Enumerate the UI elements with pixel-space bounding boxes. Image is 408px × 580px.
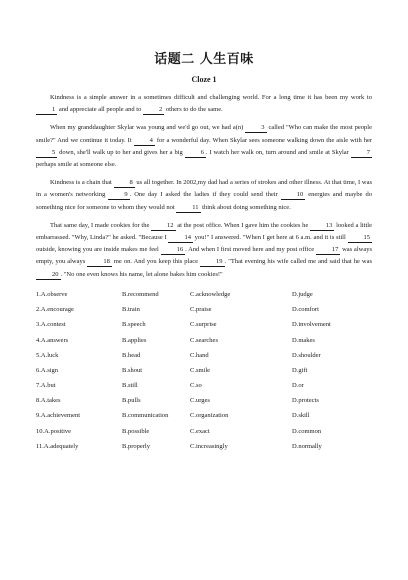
option-choice: C.exact (190, 427, 210, 435)
blank-number: 11 (176, 203, 200, 213)
blank-number: 10 (281, 190, 306, 200)
option-choice: D.protects (292, 397, 319, 405)
passage-text: at the post office. When I gave him the cookies he (175, 221, 310, 229)
option-choice: 8.A.takes (36, 397, 61, 405)
passage-text: . "No one even knows his name, let alone bakes him cookies!" (60, 270, 223, 278)
option-choice: 3.A.contest (36, 321, 66, 329)
option-choice: 11.A.adequately (36, 442, 79, 450)
option-choice: 10.A.positive (36, 427, 72, 435)
blank-number: 7 (351, 148, 372, 158)
option-choice: 1.A.observe (36, 290, 68, 298)
option-choice: B.recommend (122, 290, 159, 298)
passage-text: Kindness is a simple answer in a sometimes difficult and challenging world. For a long time it has been my work to (50, 94, 372, 101)
passage-text: . One day I asked the ladies if they could send their (129, 191, 281, 199)
option-choice: B.shout (122, 366, 143, 374)
passage-paragraph (36, 177, 372, 214)
passage-paragraph (36, 92, 372, 116)
passage-text: you!" I answered. "When I get here at 6 a.m. and it is still (192, 234, 348, 242)
blank-number: 4 (134, 136, 155, 146)
blank-number: 17 (316, 245, 341, 255)
passage-text: Kindness is a chain that (50, 179, 114, 187)
blank-number: 14 (168, 233, 193, 243)
passage-text: energies and maybe do something nice for someone to whom they would not (36, 191, 372, 211)
option-choice: D.judge (292, 290, 313, 298)
passage-text: called "Who can make the most people smile?" And we continue it today. It (36, 124, 372, 144)
answer-options (36, 287, 372, 454)
option-choice: 9.A.achievement (36, 412, 81, 420)
section-subtitle: Cloze 1 (191, 75, 217, 84)
option-choice: B.train (122, 306, 140, 314)
option-row (36, 439, 372, 454)
blank-number: 3 (245, 123, 266, 133)
blank-number: 2 (143, 105, 164, 115)
option-row (36, 332, 372, 347)
option-choice: 7.A.but (36, 382, 56, 390)
option-choice: B.possible (122, 427, 150, 435)
option-row (36, 317, 372, 332)
blank-number: 18 (87, 257, 112, 267)
blank-number: 19 (200, 257, 225, 267)
option-row (36, 424, 372, 439)
passage-text: When my granddaughter Skylar was young and we'd go out, we had a(n) (50, 124, 246, 132)
passage-text: . And when I first moved here and my post office (185, 246, 316, 254)
option-choice: 5.A.luck (36, 351, 59, 359)
option-choice: B.properly (122, 442, 150, 450)
option-choice: D.shoulder (292, 351, 321, 359)
option-choice: C.increasingly (190, 442, 228, 450)
passage-text: outside, knowing you are inside makes me feel (36, 246, 161, 254)
option-row (36, 348, 372, 363)
cloze-passage (36, 92, 372, 281)
option-choice: D.gift (292, 366, 308, 374)
passage-text: me on. And you keep this place (111, 258, 201, 266)
passage-text: That same day, I made cookies for the (50, 221, 152, 229)
option-choice: D.normally (292, 442, 322, 450)
option-choice: C.smile (190, 366, 211, 374)
option-choice: D.involvement (292, 321, 331, 329)
blank-number: 15 (348, 233, 373, 243)
option-choice: B.still (122, 382, 138, 390)
page-title: 话题二 人生百味 (154, 52, 254, 67)
option-choice: D.or (292, 382, 304, 390)
blank-number: 1 (36, 105, 57, 115)
passage-text: others to do the same. (164, 106, 223, 114)
blank-number: 12 (151, 221, 176, 231)
option-choice: B.speech (122, 321, 146, 329)
passage-text: down, she'll walk up to her and gives her a big (57, 148, 185, 156)
option-row (36, 363, 372, 378)
blank-number: 8 (114, 178, 135, 188)
blank-number: 20 (36, 270, 61, 280)
option-choice: D.comfort (292, 306, 319, 314)
passage-text: . "That evening his wife called me and said that he was (224, 258, 373, 266)
option-choice: 4.A.answers (36, 336, 69, 344)
blank-number: 9 (108, 190, 129, 200)
option-choice: D.skill (292, 412, 310, 420)
option-row (36, 393, 372, 408)
blank-number: 16 (161, 245, 186, 255)
option-choice: C.so (190, 382, 202, 390)
option-choice: C.surprise (190, 321, 217, 329)
option-choice: C.hand (190, 351, 209, 359)
passage-text: looked a little embarrassed. "Why, Linda?" he asked. "Because I (36, 221, 372, 242)
passage-paragraph (36, 220, 372, 281)
option-choice: C.searches (190, 336, 218, 344)
option-choice: 2.A.encourage (36, 306, 74, 314)
blank-number: 5 (36, 148, 57, 158)
passage-text: us all together. In 2002,my dad had a series of strokes and other illness. At that time, I was in a women's networking (36, 179, 372, 199)
option-choice: C.praise (190, 306, 212, 314)
option-row (36, 378, 372, 393)
option-choice: C.acknowledge (190, 290, 231, 298)
passage-text: think about doing something nice. (200, 203, 291, 211)
option-choice: B.applies (122, 336, 147, 344)
option-choice: B.head (122, 351, 141, 359)
option-choice: C.organization (190, 412, 229, 420)
option-row (36, 408, 372, 423)
option-choice: B.communication (122, 412, 169, 420)
option-row (36, 302, 372, 317)
passage-text: was always empty, you always (36, 246, 372, 266)
option-choice: 6.A.sign (36, 366, 59, 374)
option-choice: C.urges (190, 397, 210, 405)
option-choice: D.makes (292, 336, 315, 344)
option-choice: B.pulls (122, 397, 141, 405)
passage-text: for a wonderful day. When Skylar sees someone walking down the aisle with her (154, 136, 372, 144)
passage-text: perhaps smile at someone else. (36, 161, 117, 169)
option-row (36, 287, 372, 302)
blank-number: 6 (185, 148, 206, 158)
passage-paragraph (36, 122, 372, 171)
blank-number: 13 (310, 221, 335, 231)
option-choice: D.common (292, 427, 322, 435)
passage-text: and appreciate all people and to (57, 106, 143, 114)
passage-text: . I watch her walk on, turn around and smile at Skylar (205, 148, 351, 156)
